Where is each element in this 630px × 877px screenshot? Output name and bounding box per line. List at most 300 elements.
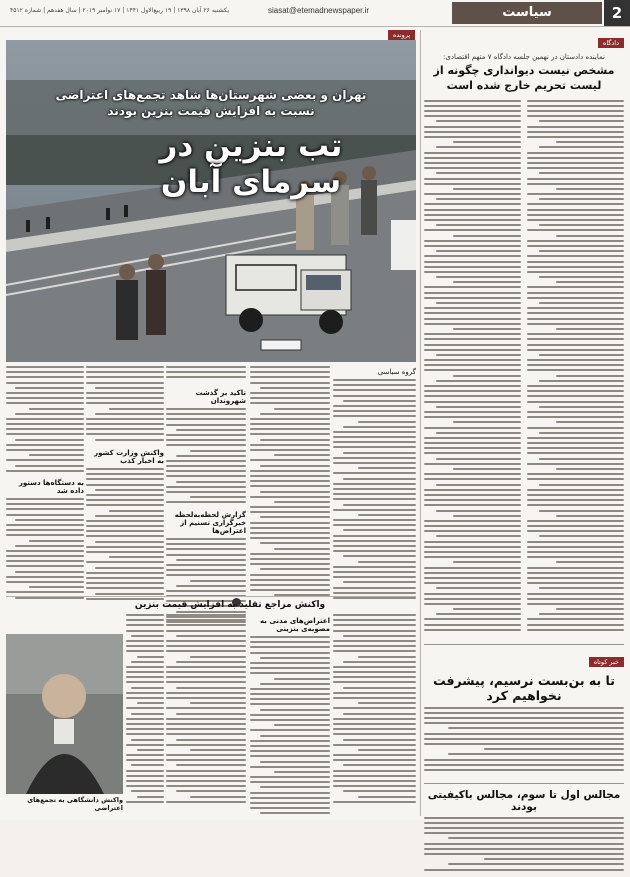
text-line [260, 439, 330, 441]
text-line [260, 761, 330, 763]
text-line [166, 744, 246, 746]
text-line [333, 733, 416, 735]
column-text [166, 614, 246, 810]
text-line [250, 366, 330, 368]
text-line [86, 494, 164, 496]
text-line [190, 580, 246, 582]
text-line [333, 587, 416, 589]
text-line [358, 656, 416, 658]
text-line [260, 812, 330, 814]
text-line [6, 529, 84, 531]
text-line [539, 120, 624, 122]
text-line [126, 692, 164, 694]
text-line [333, 597, 416, 599]
text-line [424, 261, 521, 263]
text-line [424, 546, 521, 548]
page-number: 2 [604, 0, 630, 26]
text-line [15, 465, 84, 467]
text-line [333, 671, 416, 673]
text-line [453, 328, 521, 330]
text-line [424, 390, 521, 392]
text-line [250, 672, 330, 674]
text-line [343, 739, 416, 741]
column-text [250, 636, 330, 821]
text-line [126, 619, 164, 621]
text-line [424, 707, 624, 709]
main-headline: تب بنزین در سرمای آبان [159, 128, 343, 200]
text-line [137, 656, 164, 658]
text-line [527, 344, 624, 346]
text-line [250, 376, 330, 378]
text-line [436, 484, 521, 486]
text-line [527, 442, 624, 444]
text-line [424, 178, 521, 180]
text-line [333, 462, 416, 464]
text-line [86, 499, 164, 501]
text-line [527, 364, 624, 366]
text-line [250, 667, 330, 669]
text-line [333, 681, 416, 683]
text-line [137, 702, 164, 704]
text-line [6, 402, 84, 404]
text-line [166, 491, 246, 493]
text-line [527, 240, 624, 242]
text-line [166, 470, 246, 472]
text-line [527, 209, 624, 211]
text-line [527, 286, 624, 288]
text-line [343, 687, 416, 689]
text-line [166, 434, 246, 436]
column-subhead: تاکید بر گذشت شهروندان [195, 389, 246, 405]
text-line [333, 666, 416, 668]
text-line [527, 582, 624, 584]
text-line [6, 433, 84, 435]
text-line [343, 400, 416, 402]
court-headline: مشخص نیست دیوانداری چگونه از لیست تحریم خارج شده است [433, 64, 615, 92]
column-text [6, 498, 84, 606]
text-line [250, 459, 330, 461]
text-line [424, 162, 521, 164]
portrait-image [6, 634, 123, 794]
text-line [166, 770, 246, 772]
text-line [250, 480, 330, 482]
text-line [131, 687, 164, 689]
court-body-text-left [424, 100, 521, 640]
text-line [166, 371, 246, 373]
text-line [95, 593, 164, 595]
text-line [424, 318, 521, 320]
text-line [126, 785, 164, 787]
text-line [6, 514, 84, 516]
text-line [527, 520, 624, 522]
text-line [424, 401, 521, 403]
divider [424, 644, 624, 645]
text-line [333, 754, 416, 756]
text-line [424, 229, 521, 231]
column-text [333, 614, 416, 810]
text-line [166, 366, 246, 368]
text-line [166, 780, 246, 782]
text-line [126, 733, 164, 735]
text-line [527, 463, 624, 465]
text-line [539, 458, 624, 460]
text-line [250, 797, 330, 799]
text-line [424, 618, 521, 620]
text-line [176, 611, 246, 613]
text-line [260, 387, 330, 389]
text-line [424, 292, 521, 294]
text-line [424, 764, 624, 766]
text-line [126, 614, 164, 616]
text-line [333, 571, 416, 573]
text-line [250, 511, 330, 513]
text-line [424, 369, 521, 371]
text-line [539, 510, 624, 512]
text-line [424, 447, 521, 449]
text-line [86, 587, 164, 589]
text-line [333, 519, 416, 521]
text-line [190, 450, 246, 452]
text-line [166, 444, 246, 446]
text-line [424, 193, 521, 195]
text-line [6, 376, 84, 378]
main-column-4 [86, 366, 164, 606]
text-line [166, 475, 246, 477]
text-line [126, 707, 164, 709]
text-line [95, 515, 164, 517]
text-line [333, 379, 416, 381]
text-line [166, 718, 246, 720]
text-line [250, 449, 330, 451]
text-line [176, 739, 246, 741]
text-line [274, 454, 330, 456]
text-line [250, 371, 330, 373]
text-line [527, 255, 624, 257]
text-line [333, 395, 416, 397]
text-line [453, 608, 521, 610]
column-text [86, 366, 164, 446]
text-line [333, 540, 416, 542]
text-line [250, 428, 330, 430]
text-line [539, 535, 624, 537]
text-line [126, 671, 164, 673]
text-line [250, 537, 330, 539]
text-line [556, 328, 624, 330]
text-line [333, 457, 416, 459]
text-line [424, 271, 521, 273]
text-line [250, 688, 330, 690]
text-line [86, 484, 164, 486]
text-line [86, 418, 164, 420]
text-line [527, 266, 624, 268]
text-line [6, 555, 84, 557]
text-line [527, 598, 624, 600]
text-line [333, 566, 416, 568]
text-line [86, 473, 164, 475]
text-line [126, 728, 164, 730]
text-line [436, 458, 521, 460]
text-line [424, 541, 521, 543]
text-line [527, 214, 624, 216]
text-line [424, 567, 521, 569]
court-supertitle: نماینده دادستان در نهمین جلسه دادگاه ۷ متهم اقتصادی: [443, 53, 605, 61]
text-line [527, 100, 624, 102]
text-line [250, 485, 330, 487]
text-line [6, 366, 84, 368]
text-line [453, 468, 521, 470]
text-line [131, 635, 164, 637]
text-line [424, 743, 624, 745]
text-line [333, 676, 416, 678]
text-line [556, 561, 624, 563]
text-line [86, 433, 164, 435]
text-line [436, 510, 521, 512]
text-line [250, 558, 330, 560]
text-line [86, 530, 164, 532]
text-line [250, 693, 330, 695]
text-line [539, 302, 624, 304]
text-line [436, 172, 521, 174]
text-line [527, 489, 624, 491]
text-line [250, 740, 330, 742]
dateline: یکشنبه ۲۶ آبان ۱۳۹۸ | ۱۹ ربیع‌الاول ۱۴۴۱ | ۱۷ نوامبر ۲۰۱۹ | سال هفدهم | شماره ۴۵۱۲ [10, 7, 229, 14]
brief-headline-2: مجالس اول تا سوم، مجالس باکیفیتی بودند [427, 788, 621, 813]
text-line [448, 837, 624, 839]
text-line [6, 444, 84, 446]
text-line [424, 266, 521, 268]
text-line [424, 489, 521, 491]
text-line [137, 749, 164, 751]
text-line [556, 515, 624, 517]
text-line [527, 126, 624, 128]
text-line [453, 188, 521, 190]
text-line [424, 556, 521, 558]
text-line [166, 645, 246, 647]
text-line [333, 472, 416, 474]
text-line [424, 209, 521, 211]
text-line [527, 136, 624, 138]
text-line [333, 384, 416, 386]
text-line [274, 771, 330, 773]
text-line [166, 538, 246, 540]
text-line [333, 488, 416, 490]
text-line [6, 423, 84, 425]
bottom-column-3 [166, 614, 246, 810]
text-line [527, 369, 624, 371]
text-line [527, 401, 624, 403]
text-line [190, 702, 246, 704]
text-line [166, 590, 246, 592]
text-line [424, 520, 521, 522]
text-line [424, 364, 521, 366]
text-line [527, 525, 624, 527]
text-line [166, 785, 246, 787]
text-line [6, 534, 84, 536]
text-line [86, 546, 164, 548]
text-line [358, 514, 416, 516]
text-line [333, 389, 416, 391]
text-line [6, 581, 84, 583]
text-line [424, 126, 521, 128]
text-line [436, 120, 521, 122]
text-line [29, 408, 84, 410]
text-line [424, 577, 521, 579]
text-line [424, 827, 624, 829]
text-line [333, 645, 416, 647]
text-line [6, 524, 84, 526]
text-line [176, 455, 246, 457]
text-line [166, 697, 246, 699]
text-line [166, 624, 246, 626]
text-line [250, 418, 330, 420]
main-kicker: پرونده [388, 30, 415, 40]
text-line [250, 506, 330, 508]
column-subhead: اعتراض‌های مدنی به مصوبه‌ی بنزینی [260, 617, 330, 633]
text-line [527, 131, 624, 133]
text-line [166, 723, 246, 725]
text-line [527, 593, 624, 595]
text-line [424, 338, 521, 340]
text-line [333, 697, 416, 699]
text-line [333, 619, 416, 621]
text-line [333, 728, 416, 730]
text-line [333, 550, 416, 552]
text-line [436, 535, 521, 537]
text-line [527, 261, 624, 263]
text-line [126, 718, 164, 720]
text-line [166, 554, 246, 556]
text-line [527, 229, 624, 231]
column-text [250, 366, 330, 601]
text-line [126, 676, 164, 678]
text-line [260, 516, 330, 518]
brief-1-text [424, 707, 624, 779]
text-line [126, 666, 164, 668]
text-line [527, 338, 624, 340]
text-line [166, 707, 246, 709]
text-line [250, 423, 330, 425]
text-line [274, 724, 330, 726]
text-line [424, 603, 521, 605]
text-line [126, 754, 164, 756]
text-line [176, 559, 246, 561]
text-line [527, 603, 624, 605]
text-line [556, 421, 624, 423]
text-line [95, 387, 164, 389]
text-line [166, 681, 246, 683]
text-line [166, 666, 246, 668]
text-line [176, 429, 246, 431]
text-line [166, 759, 246, 761]
text-line [539, 172, 624, 174]
text-line [250, 719, 330, 721]
text-line [539, 198, 624, 200]
text-line [424, 442, 521, 444]
text-line [250, 563, 330, 565]
text-line [436, 406, 521, 408]
text-line [166, 439, 246, 441]
text-line [448, 727, 624, 729]
column-subhead: گزارش لحظه‌به‌لحظه خبرگزاری تسنیم از اعتراض‌ها [174, 511, 246, 535]
text-line [166, 574, 246, 576]
text-line [424, 733, 624, 735]
text-line [527, 395, 624, 397]
text-line [166, 548, 246, 550]
text-line [250, 553, 330, 555]
text-line [556, 608, 624, 610]
text-line [86, 478, 164, 480]
court-body-text-right [527, 100, 624, 640]
text-line [424, 359, 521, 361]
text-line [250, 698, 330, 700]
text-line [436, 432, 521, 434]
text-line [250, 755, 330, 757]
text-line [436, 587, 521, 589]
text-line [166, 640, 246, 642]
text-line [15, 545, 84, 547]
text-line [424, 463, 521, 465]
text-line [260, 735, 330, 737]
text-line [250, 382, 330, 384]
bottom-column-1 [333, 614, 416, 810]
court-kicker: دادگاه [598, 38, 624, 48]
text-line [166, 619, 246, 621]
text-line [424, 759, 624, 761]
text-line [436, 354, 521, 356]
text-line [86, 376, 164, 378]
text-line [6, 371, 84, 373]
text-line [86, 582, 164, 584]
text-line [424, 593, 521, 595]
text-line [453, 515, 521, 517]
text-line [166, 775, 246, 777]
column-rule [420, 30, 421, 816]
text-line [424, 297, 521, 299]
text-line [137, 796, 164, 798]
text-line [166, 460, 246, 462]
text-line [333, 650, 416, 652]
text-line [333, 692, 416, 694]
text-line [166, 676, 246, 678]
text-line [527, 152, 624, 154]
text-line [15, 571, 84, 573]
text-line [424, 255, 521, 257]
text-line [527, 349, 624, 351]
text-line [250, 792, 330, 794]
text-line [424, 598, 521, 600]
text-line [250, 496, 330, 498]
text-line [6, 449, 84, 451]
text-line [333, 498, 416, 500]
text-line [527, 567, 624, 569]
text-line [176, 764, 246, 766]
text-line [556, 468, 624, 470]
text-line [250, 402, 330, 404]
text-line [250, 636, 330, 638]
text-line [6, 418, 84, 420]
text-line [250, 397, 330, 399]
text-line [527, 478, 624, 480]
text-line [539, 587, 624, 589]
text-line [453, 281, 521, 283]
text-line [424, 416, 521, 418]
column-text [166, 366, 246, 386]
text-line [539, 276, 624, 278]
text-line [358, 561, 416, 563]
text-line [260, 568, 330, 570]
text-line [527, 624, 624, 626]
text-line [424, 312, 521, 314]
